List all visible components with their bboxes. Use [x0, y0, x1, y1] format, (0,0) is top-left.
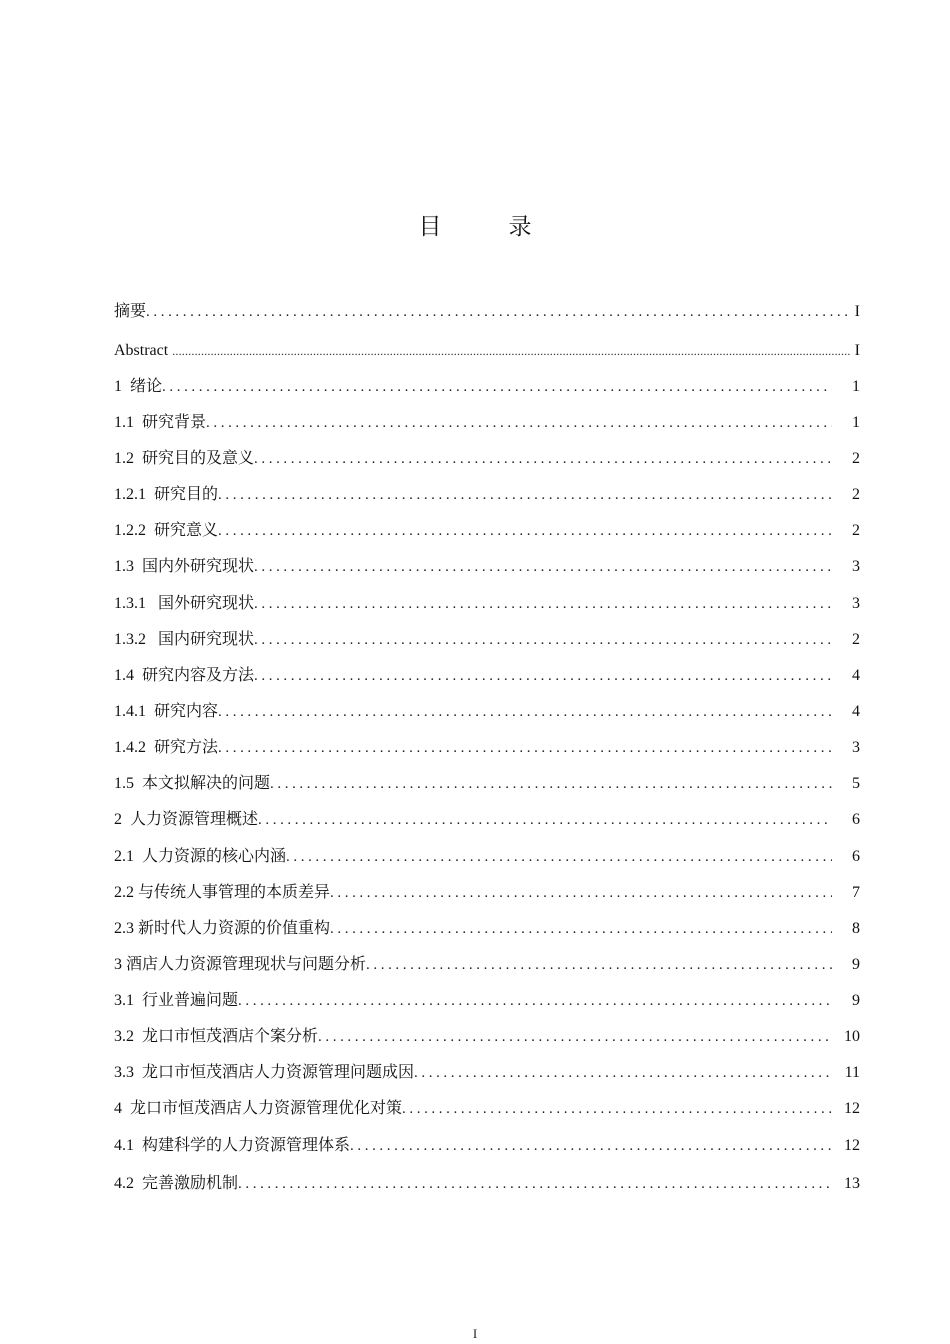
- toc-entry-page: 8: [852, 920, 860, 937]
- toc-dot-leader: [254, 447, 832, 471]
- toc-entry-page: 12: [844, 1100, 860, 1117]
- toc-entry-abstract-cn[interactable]: [114, 300, 860, 324]
- toc-entry-page: 7: [852, 884, 860, 901]
- toc-dot-leader: [172, 339, 850, 363]
- toc-entry-label: Abstract: [114, 342, 173, 359]
- toc-entry-label: 3.2 龙口市恒茂酒店个案分析: [114, 1028, 319, 1045]
- toc-entry-page: 12: [844, 1137, 860, 1154]
- toc-entry-2-3[interactable]: [114, 917, 860, 941]
- toc-entry-1-3-1[interactable]: [114, 592, 860, 616]
- toc-entry-page: 2: [852, 631, 860, 648]
- toc-dot-leader: [366, 953, 832, 977]
- toc-entry-page: 11: [844, 1064, 860, 1081]
- toc-entry-page: 6: [852, 811, 860, 828]
- toc-entry-label: 1.1 研究背景: [114, 414, 207, 431]
- toc-dot-leader: [414, 1061, 832, 1085]
- toc-dot-leader: [254, 628, 832, 652]
- toc-entry-label: 2.3 新时代人力资源的价值重构: [114, 920, 331, 937]
- toc-entry-label: 1.4 研究内容及方法: [114, 667, 255, 684]
- toc-dot-leader: [330, 881, 832, 905]
- page-number-footer: I: [472, 1326, 478, 1341]
- toc-entry-ch2[interactable]: [114, 808, 860, 832]
- toc-dot-leader: [286, 845, 832, 869]
- toc-dot-leader: [258, 808, 832, 832]
- toc-entry-1-2[interactable]: [114, 447, 860, 471]
- toc-dot-leader: [218, 736, 832, 760]
- toc-dot-leader: [218, 700, 832, 724]
- toc-entry-1-5[interactable]: [114, 772, 860, 796]
- toc-dot-leader: [254, 555, 832, 579]
- toc-entry-label: 3 酒店人力资源管理现状与问题分析: [114, 956, 367, 973]
- toc-entry-page: 9: [852, 992, 860, 1009]
- toc-entry-1-3-2[interactable]: [114, 628, 860, 652]
- toc-entry-4-1[interactable]: [114, 1134, 860, 1158]
- toc-entry-label: 1.5 本文拟解决的问题: [114, 775, 271, 792]
- toc-entry-page: 1: [852, 414, 860, 431]
- toc-dot-leader: [206, 411, 832, 435]
- toc-entry-label: 1.2.1 研究目的: [114, 486, 219, 503]
- toc-dot-leader: [254, 592, 832, 616]
- toc-entry-page: 10: [844, 1028, 860, 1045]
- toc-entry-label: 4.1 构建科学的人力资源管理体系: [114, 1137, 351, 1154]
- toc-entry-label: 1.3.2 国内研究现状: [114, 631, 255, 648]
- toc-title: 目 录: [418, 214, 554, 240]
- toc-entry-page: I: [854, 303, 860, 320]
- toc-entry-label: 2 人力资源管理概述: [114, 811, 259, 828]
- toc-entry-label: 2.2 与传统人事管理的本质差异: [114, 884, 331, 901]
- toc-entry-2-1[interactable]: [114, 845, 860, 869]
- toc-entry-page: 3: [852, 739, 860, 756]
- toc-entry-1-4[interactable]: [114, 664, 860, 688]
- toc-entry-3-1[interactable]: [114, 989, 860, 1013]
- toc-entry-3-3[interactable]: [114, 1061, 860, 1085]
- toc-entry-label: 1.2.2 研究意义: [114, 522, 219, 539]
- toc-entry-page: 1: [852, 378, 860, 395]
- toc-entry-page: 6: [852, 848, 860, 865]
- toc-entry-label: 摘要: [114, 303, 147, 320]
- toc-dot-leader: [402, 1097, 832, 1121]
- toc-dot-leader: [218, 519, 832, 543]
- toc-entry-label: 3.3 龙口市恒茂酒店人力资源管理问题成因: [114, 1064, 415, 1081]
- toc-entry-page: 13: [844, 1175, 860, 1192]
- toc-entry-label: 4.2 完善激励机制: [114, 1175, 239, 1192]
- toc-dot-leader: [238, 1172, 832, 1196]
- toc-entry-label: 1.3.1 国外研究现状: [114, 595, 255, 612]
- toc-entry-2-2[interactable]: [114, 881, 860, 905]
- toc-entry-3-2[interactable]: [114, 1025, 860, 1049]
- toc-dot-leader: [350, 1134, 832, 1158]
- toc-entry-label: 1 绪论: [114, 378, 163, 395]
- toc-entry-1-2-1[interactable]: [114, 483, 860, 507]
- toc-entry-label: 4 龙口市恒茂酒店人力资源管理优化对策: [114, 1100, 403, 1117]
- toc-entry-label: 1.2 研究目的及意义: [114, 450, 255, 467]
- toc-entry-page: 2: [852, 450, 860, 467]
- toc-entry-label: 1.3 国内外研究现状: [114, 558, 255, 575]
- toc-dot-leader: [218, 483, 832, 507]
- toc-entry-page: I: [854, 342, 860, 359]
- toc-dot-leader: [162, 375, 832, 399]
- toc-dot-leader: [318, 1025, 832, 1049]
- toc-entry-page: 2: [852, 522, 860, 539]
- toc-entry-page: 4: [852, 703, 860, 720]
- toc-entry-1-2-2[interactable]: [114, 519, 860, 543]
- toc-entry-label: 2.1 人力资源的核心内涵: [114, 848, 287, 865]
- toc-entry-page: 4: [852, 667, 860, 684]
- toc-entry-page: 5: [852, 775, 860, 792]
- toc-entry-1-4-2[interactable]: [114, 736, 860, 760]
- toc-entry-abstract-en[interactable]: [114, 339, 860, 363]
- toc-entry-1-1[interactable]: [114, 411, 860, 435]
- toc-entry-page: 2: [852, 486, 860, 503]
- toc-entry-ch3[interactable]: [114, 953, 860, 977]
- toc-entry-label: 1.4.2 研究方法: [114, 739, 219, 756]
- toc-dot-leader: [238, 989, 832, 1013]
- toc-entry-4-2[interactable]: [114, 1172, 860, 1196]
- toc-entry-label: 3.1 行业普遍问题: [114, 992, 239, 1009]
- toc-dot-leader: [330, 917, 832, 941]
- toc-entry-1-3[interactable]: [114, 555, 860, 579]
- toc-entry-label: 1.4.1 研究内容: [114, 703, 219, 720]
- toc-dot-leader: [270, 772, 832, 796]
- toc-entry-1-4-1[interactable]: [114, 700, 860, 724]
- toc-dot-leader: [146, 300, 850, 324]
- toc-entry-ch1[interactable]: [114, 375, 860, 399]
- toc-entry-page: 3: [852, 595, 860, 612]
- toc-entry-page: 9: [852, 956, 860, 973]
- toc-entry-ch4[interactable]: [114, 1097, 860, 1121]
- toc-entry-page: 3: [852, 558, 860, 575]
- toc-dot-leader: [254, 664, 832, 688]
